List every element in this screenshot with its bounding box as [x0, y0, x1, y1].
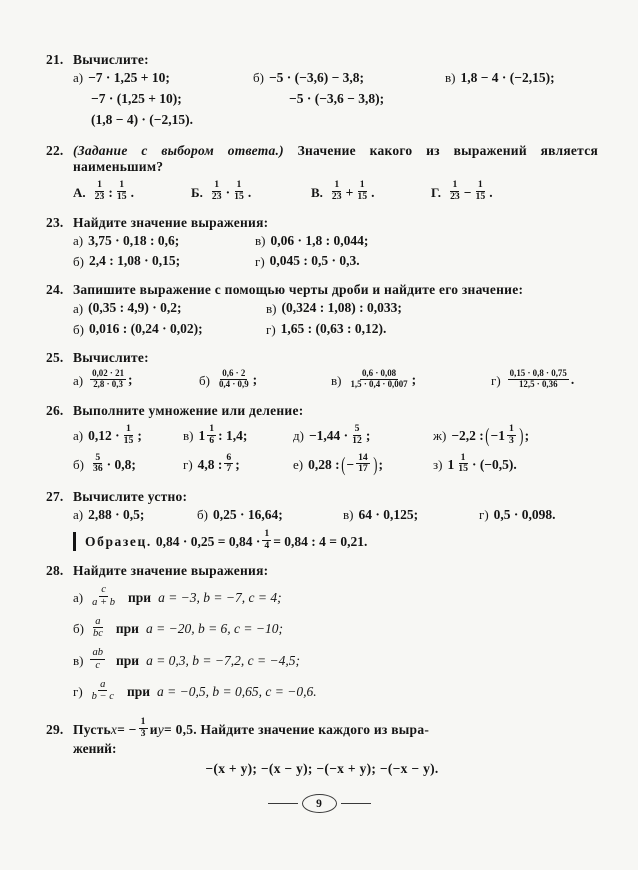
- exercise-26-number: 26.: [46, 403, 64, 419]
- option-b-frac1: $\frac{1}{23}$: [211, 179, 222, 203]
- item-a: [73, 68, 253, 89]
- item-a-pre: 0,12 ·: [88, 428, 120, 444]
- item-b: [253, 68, 445, 89]
- exercise-24-number: 24.: [46, 282, 64, 298]
- exercise-29-expression: −(x + y); −(x − y); −(−x + y); −(−x − y).: [205, 761, 439, 777]
- exercise-21-row-2: [73, 89, 598, 131]
- right-paren-icon: ): [519, 425, 524, 448]
- row-v: [73, 648, 598, 673]
- item-g: [183, 451, 293, 477]
- option-v-tail: .: [371, 184, 375, 200]
- exercise-25-title: Вычислите:: [73, 350, 149, 366]
- option-v-operator: +: [345, 184, 354, 200]
- exercise-23-header: [46, 215, 598, 231]
- exercise-26-header: [46, 403, 598, 419]
- item-label-b: б): [73, 457, 84, 473]
- exercise-29: [46, 716, 598, 778]
- option-b-operator: ·: [225, 184, 231, 200]
- exercise-27-row: [73, 505, 598, 526]
- sample-vertical-bar: [73, 532, 76, 551]
- item-a2: [73, 89, 271, 110]
- item-g: [266, 319, 386, 340]
- item-text-a2: −7 · (1,25 + 10);: [91, 90, 182, 106]
- exercise-22: [46, 143, 598, 205]
- row-b-pri: при: [115, 621, 139, 637]
- item-a: [73, 298, 266, 319]
- item-a-post: ;: [137, 428, 142, 444]
- item-g: [255, 251, 360, 272]
- right-paren-icon: ): [373, 454, 378, 477]
- item-e-paren-group: [340, 451, 379, 477]
- row-v-pri: при: [115, 652, 140, 668]
- item-b: [73, 251, 255, 272]
- exercise-26-body: [46, 422, 598, 477]
- exercise-23-title: Найдите значение выражения:: [73, 214, 269, 230]
- exercise-25-body: [46, 367, 598, 391]
- exercise-29-eq1: = −: [117, 721, 137, 737]
- option-g-operator: −: [463, 184, 472, 200]
- left-paren-icon: (: [485, 425, 490, 448]
- item-b: [73, 451, 183, 477]
- exercise-26-row-1: [73, 422, 598, 448]
- option-b-frac2: $\frac{1}{15}$: [234, 179, 244, 203]
- option-a-operator: :: [108, 184, 113, 200]
- exercise-27-header: [46, 489, 598, 505]
- item-b: [197, 505, 343, 526]
- sample-label: Образец.: [85, 533, 152, 549]
- item-g: [479, 505, 556, 526]
- exercise-21-body: [46, 68, 598, 131]
- exercise-27-number: 27.: [46, 488, 64, 504]
- exercise-21-title: Вычислите:: [73, 52, 149, 67]
- exercise-25-number: 25.: [46, 350, 64, 366]
- item-v-pre: 1: [198, 428, 206, 444]
- sample-part-2: = 0,84 : 4 = 0,21.: [273, 533, 368, 549]
- item-g: [491, 367, 575, 391]
- exercise-28: [46, 563, 598, 704]
- item-e-post: ;: [378, 456, 384, 472]
- row-v-conditions: a = 0,3, b = −7,2, c = −4,5;: [146, 652, 300, 668]
- item-text-b: 2,4 : 1,08 · 0,15;: [88, 253, 181, 269]
- item-v: [331, 367, 491, 391]
- item-text-v2: (1,8 − 4) · (−2,15).: [91, 111, 193, 127]
- item-g-pre: 4,8 :: [197, 456, 223, 472]
- item-d-pre: −1,44 ·: [308, 428, 349, 444]
- item-g-fraction: $\frac{6}{7}$: [226, 451, 232, 475]
- exercise-24-title: Запишите выражение с помощью черты дроби и найдите его значение:: [73, 282, 524, 298]
- exercise-24-body: [46, 298, 598, 340]
- option-a-frac2: $\frac{1}{15}$: [116, 179, 127, 203]
- row-g: [73, 680, 598, 705]
- exercise-25: [46, 350, 598, 391]
- exercise-25-row: [73, 367, 598, 391]
- item-g-post: ;: [235, 456, 240, 472]
- item-zh-paren-group: [484, 422, 525, 448]
- item-b-post: · 0,8;: [106, 456, 136, 472]
- exercise-23-body: [46, 231, 598, 273]
- item-label-b: б): [73, 253, 84, 269]
- exercise-27-body: [46, 505, 598, 526]
- exercise-24-row-1: [73, 298, 598, 319]
- row-b-conditions: a = −20, b = 6, c = −10;: [145, 621, 284, 637]
- item-label-a: а): [73, 70, 84, 86]
- item-v: [343, 505, 479, 526]
- row-a-fraction: $\frac{c}{a + b}$: [92, 583, 115, 608]
- exercise-21-header: [46, 52, 598, 68]
- item-label-v: в): [331, 372, 342, 388]
- exercise-23-row-2: [73, 251, 598, 272]
- exercise-28-number: 28.: [46, 563, 64, 579]
- item-label-a: а): [73, 428, 84, 444]
- page-number: 9: [302, 794, 337, 813]
- item-label-zh: ж): [433, 428, 447, 444]
- item-label-a: а): [73, 372, 84, 388]
- item-a: [73, 422, 183, 448]
- item-b-fraction: $\frac{0,6 \cdot 2}{0,4 \cdot 0,9}$: [218, 367, 249, 389]
- option-b[interactable]: [191, 179, 311, 205]
- exercise-29-title-pre: Пусть: [73, 721, 111, 737]
- exercise-21-row-1: [73, 68, 598, 89]
- exercise-22-title-italic: (Задание с выбором ответа.): [73, 142, 284, 158]
- item-label-g: г): [73, 684, 83, 700]
- exercise-28-header: [46, 563, 598, 579]
- exercise-27-title: Вычислите устно:: [73, 488, 188, 504]
- item-text-a1: −7 · 1,25 + 10;: [88, 70, 170, 85]
- item-a: [73, 367, 199, 391]
- footer-line-right: [341, 803, 371, 804]
- footer-line-left: [268, 803, 298, 804]
- item-label-g: г): [255, 253, 265, 269]
- item-zh: [433, 422, 530, 448]
- item-a-tail: ;: [128, 372, 133, 388]
- item-text-g: 0,5 · 0,098.: [493, 506, 556, 522]
- item-text-b: 0,25 · 16,64;: [212, 506, 283, 522]
- item-a-fraction: $\frac{0,02 \cdot 21}{2,8 \cdot 0,3}$: [92, 367, 125, 389]
- exercise-27: [46, 489, 598, 554]
- item-z: [433, 451, 517, 477]
- item-text-a: (0,35 : 4,9) · 0,2;: [88, 300, 182, 316]
- exercise-23: [46, 215, 598, 273]
- row-g-pri: при: [126, 684, 151, 700]
- exercise-22-title: [73, 143, 598, 175]
- item-v: [255, 231, 368, 252]
- option-g[interactable]: [431, 179, 493, 205]
- item-b-fraction: $\frac{5}{36}$: [92, 451, 103, 475]
- exercise-29-header: [46, 716, 598, 742]
- item-zh-pre: −2,2 :: [451, 428, 484, 444]
- item-g-tail: .: [570, 372, 575, 388]
- item-v-fraction: $\frac{0,6 \cdot 0,08}{1,5 \cdot 0,4 \cdot 0,007}$: [350, 367, 408, 389]
- exercise-21: [46, 52, 598, 131]
- item-text-b1: −5 · (−3,6) − 3,8;: [268, 70, 365, 85]
- item-a: [73, 505, 197, 526]
- option-a-frac1: $\frac{1}{23}$: [94, 179, 105, 203]
- item-v2: [73, 110, 193, 131]
- exercise-29-x-var: x: [110, 721, 118, 737]
- item-label-g: г): [183, 457, 193, 473]
- exercise-21-number: 21.: [46, 52, 64, 67]
- item-label-v: в): [73, 652, 84, 668]
- option-v-frac1: $\frac{1}{23}$: [331, 179, 342, 203]
- item-text-v: 0,06 · 1,8 : 0,044;: [270, 232, 369, 248]
- exercise-29-continuation: жений:: [73, 741, 117, 757]
- item-label-g: г): [266, 321, 276, 337]
- item-label-v: в): [343, 507, 354, 523]
- exercise-24-header: [46, 282, 598, 298]
- item-label-b: б): [73, 621, 84, 637]
- row-b: [73, 617, 598, 642]
- row-v-fraction: $\frac{ab}{c}$: [92, 647, 103, 671]
- exercise-28-body: [46, 585, 598, 704]
- exercise-22-header: [46, 143, 598, 175]
- item-b: [73, 319, 266, 340]
- item-label-v: в): [255, 232, 266, 248]
- item-zh-post: ;: [524, 428, 530, 444]
- item-label-b: б): [199, 372, 210, 388]
- exercise-24: [46, 282, 598, 340]
- option-g-frac1: $\frac{1}{23}$: [450, 179, 460, 203]
- item-text-g: 0,045 : 0,5 · 0,3.: [269, 253, 360, 269]
- exercise-27-sample: [46, 528, 598, 554]
- exercise-22-title-rest: Значение какого из выражений является наименьшим?: [73, 142, 599, 174]
- item-label-b: б): [197, 507, 208, 523]
- item-a: [73, 231, 255, 252]
- item-d-fraction: $\frac{5}{12}$: [352, 422, 362, 446]
- item-label-a: а): [73, 507, 84, 523]
- item-text-v1: 1,8 − 4 · (−2,15);: [460, 70, 555, 85]
- item-label-a: а): [73, 232, 84, 248]
- option-v[interactable]: [311, 179, 431, 205]
- exercise-23-number: 23.: [46, 214, 64, 230]
- option-label-b: Б.: [191, 185, 203, 201]
- exercise-29-eq2: = 0,5. Найдите значение каждого из выра-: [164, 721, 430, 737]
- exercise-22-options-row: [73, 179, 598, 205]
- item-v-tail: ;: [411, 372, 417, 388]
- item-label-a: а): [73, 589, 84, 605]
- item-v: [445, 68, 555, 89]
- exercise-28-title: Найдите значение выражения:: [73, 563, 269, 579]
- item-text-a: 2,88 · 0,5;: [88, 506, 145, 522]
- item-label-e: е): [293, 457, 304, 473]
- item-a-fraction: $\frac{1}{15}$: [123, 422, 134, 446]
- row-g-conditions: a = −0,5, b = 0,65, c = −0,6.: [157, 684, 317, 700]
- sample-text: [85, 528, 368, 554]
- exercise-29-y-var: y: [157, 721, 165, 737]
- exercise-29-title: [73, 716, 598, 742]
- option-label-a: А.: [73, 185, 86, 201]
- item-label-v: в): [445, 70, 456, 86]
- option-a-tail: .: [130, 184, 134, 200]
- option-label-v: В.: [311, 185, 323, 201]
- exercise-25-header: [46, 350, 598, 366]
- item-e-sign: −: [346, 456, 355, 472]
- item-label-v: в): [266, 300, 277, 316]
- item-e-pre: 0,28 :: [308, 456, 340, 472]
- exercise-23-row-1: [73, 231, 598, 252]
- item-d: [293, 422, 433, 448]
- option-label-g: Г.: [431, 185, 442, 201]
- item-text-g: 1,65 : (0,63 : 0,12).: [280, 321, 387, 337]
- item-label-b: б): [73, 321, 84, 337]
- exercise-29-title-mid: и: [149, 721, 158, 737]
- item-text-v: 64 · 0,125;: [358, 506, 419, 522]
- item-z-mixed-fraction: $\frac{1}{15}$: [458, 451, 468, 475]
- item-b: [199, 367, 331, 391]
- item-label-z: з): [433, 457, 443, 473]
- page-footer: [0, 794, 638, 813]
- item-e-fraction: $\frac{14}{17}$: [358, 451, 368, 475]
- item-zh-whole: −1: [490, 428, 505, 444]
- item-v-post: : 1,4;: [218, 428, 248, 444]
- sample-part-1: 0,84 · 0,25 = 0,84 ·: [155, 533, 261, 549]
- item-label-d: д): [293, 428, 304, 444]
- option-b-tail: .: [247, 184, 252, 200]
- item-b-tail: ;: [252, 372, 258, 388]
- item-label-g: г): [479, 507, 489, 523]
- option-a[interactable]: [73, 179, 191, 205]
- item-text-b2: −5 · (−3,6 − 3,8);: [289, 90, 385, 106]
- item-e: [293, 451, 433, 477]
- exercise-22-options: [46, 179, 598, 205]
- exercise-29-fraction: $\frac{1}{3}$: [140, 716, 146, 740]
- item-label-g: г): [491, 372, 501, 388]
- option-g-tail: .: [489, 184, 493, 200]
- option-v-frac2: $\frac{1}{15}$: [357, 179, 368, 203]
- item-z-post: · (−0,5).: [471, 456, 517, 472]
- exercise-26: [46, 403, 598, 477]
- item-v: [266, 298, 402, 319]
- option-g-frac2: $\frac{1}{15}$: [475, 179, 486, 203]
- item-text-b: 0,016 : (0,24 · 0,02);: [88, 321, 203, 337]
- exercise-24-row-2: [73, 319, 598, 340]
- item-z-pre: 1: [447, 456, 455, 472]
- item-label-b: б): [253, 70, 264, 86]
- item-text-a: 3,75 · 0,18 : 0,6;: [88, 232, 180, 248]
- item-b2: [271, 89, 481, 110]
- item-text-v: (0,324 : 1,08) : 0,033;: [281, 300, 402, 316]
- left-paren-icon: (: [340, 454, 346, 477]
- item-d-post: ;: [365, 428, 371, 444]
- item-g-fraction: $\frac{0,15 \cdot 0,8 \cdot 0,75}{12,5 \cdot 0,36}$: [509, 367, 567, 389]
- item-label-v: в): [183, 428, 194, 444]
- row-a-conditions: a = −3, b = −7, c = 4;: [158, 589, 282, 605]
- row-a: [73, 585, 598, 610]
- exercise-26-title: Выполните умножение или деление:: [73, 403, 304, 419]
- item-zh-fraction: $\frac{1}{3}$: [508, 422, 514, 446]
- row-a-pri: при: [127, 589, 152, 605]
- item-v: [183, 422, 293, 448]
- sample-fraction: $\frac{1}{4}$: [264, 528, 270, 552]
- exercise-22-number: 22.: [46, 142, 64, 158]
- item-label-a: а): [73, 300, 84, 316]
- exercise-29-number: 29.: [46, 721, 64, 737]
- exercise-26-row-2: [73, 451, 598, 477]
- row-b-fraction: $\frac{a}{bc}$: [92, 615, 103, 640]
- row-g-fraction: $\frac{a}{b - c}$: [91, 678, 114, 703]
- item-v-mixed-fraction: $\frac{1}{6}$: [209, 422, 215, 446]
